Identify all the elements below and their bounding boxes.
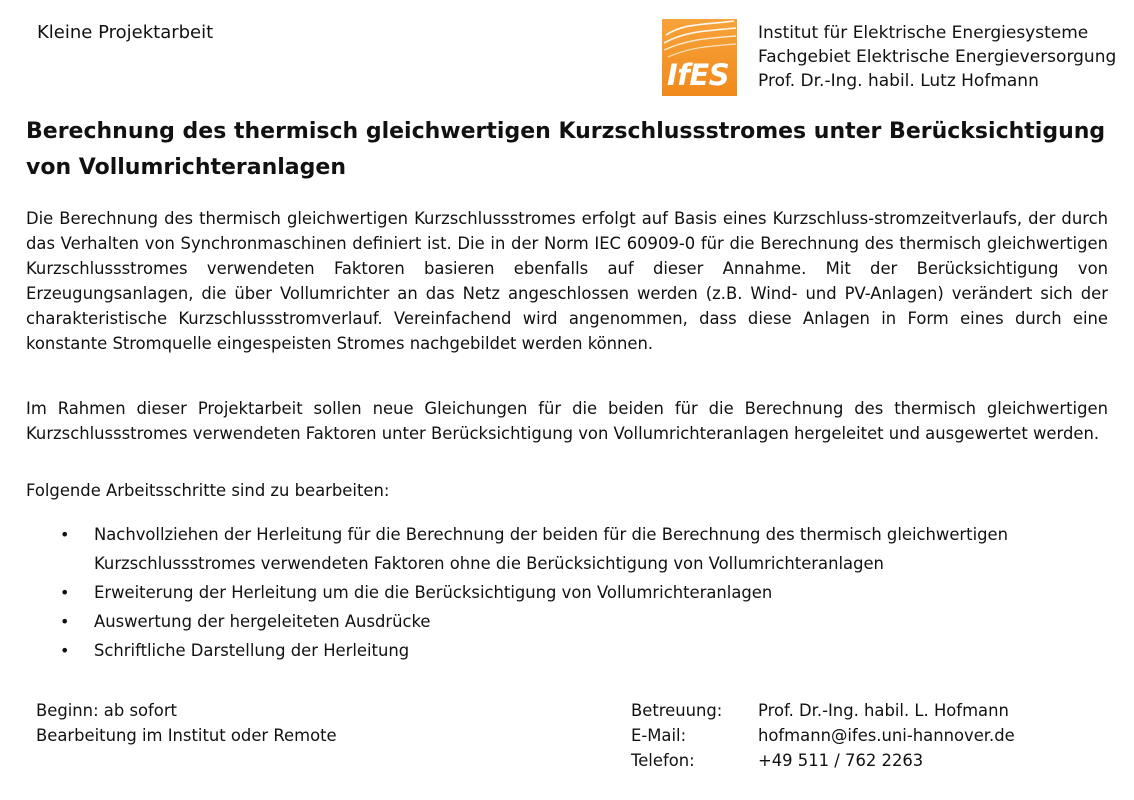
- paragraph-intro: Die Berechnung des thermisch gleichwertigen Kurzschlussstromes erfolgt auf Basis eines Kurzschluss-stromzeitverlaufs, der durch das Verhalten von Synchronmaschinen definiert ist. Die in der Norm IEC 60909-0 für die Berechnung des thermisch gleichwertigen Kurzschlussstromes verwendeten Faktoren basieren ebenfalls auf dieser Annahme. Mit der Berücksichtigung von Erzeugungsanlagen, die über Vollumrichter an das Netz angeschlossen werden (z.B. Wind- und PV-Anlagen) verändert sich der charakteristische Kurzschlussstromverlauf. Vereinfachend wird angenommen, dass diese Anlagen in Form eines durch eine konstante Stromquelle eingespeisten Stromes nachgebildet werden können.: [26, 209, 1108, 353]
- department-name: Fachgebiet Elektrische Energieversorgung: [758, 47, 1117, 67]
- ifes-logo: [662, 19, 737, 96]
- institute-name: Institut für Elektrische Energiesysteme: [758, 23, 1089, 43]
- professor-name: Prof. Dr.-Ing. habil. Lutz Hofmann: [758, 71, 1039, 91]
- contact-label: E-Mail:: [631, 726, 687, 745]
- list-item: • Auswertung der hergeleiteten Ausdrücke: [26, 607, 1026, 636]
- list-item: • Schriftliche Darstellung der Herleitung: [26, 636, 1026, 665]
- email-link[interactable]: hofmann@ifes.uni-hannover.de: [758, 726, 1015, 745]
- logo-text: IfES: [667, 58, 730, 92]
- contact-row-phone: [631, 748, 1015, 773]
- contact-label: Telefon:: [631, 751, 695, 770]
- bullet-icon: •: [60, 525, 70, 544]
- bullet-icon: •: [60, 583, 70, 602]
- start-date: Beginn: ab sofort: [36, 701, 177, 720]
- list-item: • Erweiterung der Herleitung um die die Berücksichtigung von Vollumrichteranlagen: [26, 578, 1026, 607]
- contact-info: [631, 698, 1015, 773]
- phone-value: +49 511 / 762 2263: [758, 751, 924, 770]
- work-steps-list: [26, 520, 1026, 665]
- paragraph-goal: Im Rahmen dieser Projektarbeit sollen neue Gleichungen für die beiden für die Berechnung des thermisch gleichwertigen Kurzschlussstromes verwendeten Faktoren unter Berücksichtigung von Vollumrichteranlagen hergeleitet und ausgewertet werden.: [26, 399, 1108, 443]
- supervisor-value: Prof. Dr.-Ing. habil. L. Hofmann: [758, 701, 1009, 720]
- start-info: [36, 698, 337, 748]
- contact-label: Betreuung:: [631, 701, 723, 720]
- institute-block: [758, 21, 1116, 93]
- contact-row-email: [631, 723, 1015, 748]
- bullet-icon: •: [60, 612, 70, 631]
- document-type-label: Kleine Projektarbeit: [37, 22, 214, 43]
- paragraph-steps-intro: Folgende Arbeitsschritte sind zu bearbeiten:: [26, 481, 390, 500]
- page-title: Berechnung des thermisch gleichwertigen Kurzschlussstromes unter Berücksichtigung von Vollumrichteranlagen: [26, 119, 1106, 180]
- contact-row-supervisor: [631, 698, 1015, 723]
- list-item: • Nachvollziehen der Herleitung für die Berechnung der beiden für die Berechnung des thermisch gleichwertigen Kurzschlussstromes verwendeten Faktoren ohne die Berücksichtigung von Vollumrichteranlagen: [26, 520, 1026, 578]
- work-location: Bearbeitung im Institut oder Remote: [36, 726, 337, 745]
- bullet-icon: •: [60, 641, 70, 660]
